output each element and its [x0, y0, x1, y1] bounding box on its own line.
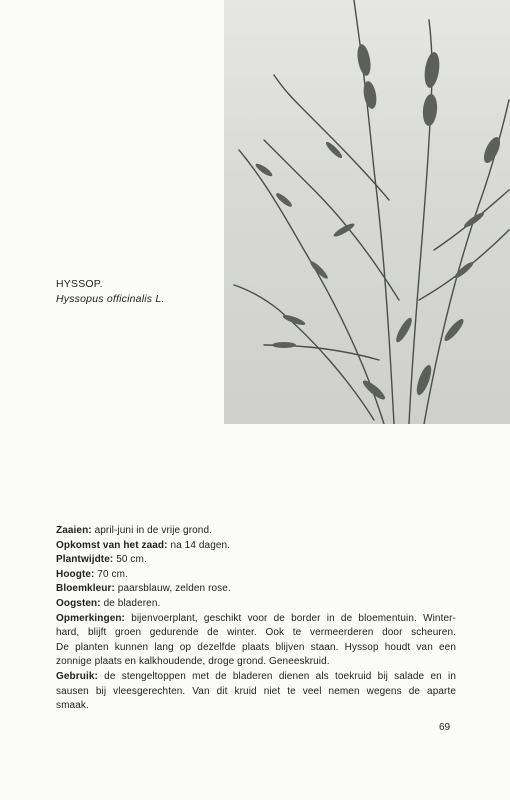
entry-gebruik-line: sausen bij vleesgerechten. Van dit kruid niet te veel nemen wegens de aparte	[56, 685, 456, 697]
plant-latin-name: Hyssopus officinalis L.	[56, 293, 165, 305]
hyssop-plant-photo	[224, 0, 510, 424]
entry-label: Opmerkingen:	[56, 612, 125, 624]
entry-value: 70 cm.	[97, 568, 128, 580]
entry-value: april-juni in de vrije grond.	[94, 525, 213, 536]
entry-opkomst	[56, 539, 456, 554]
entry-label: Hoogte:	[56, 568, 95, 580]
entry-label: Oogsten:	[56, 597, 101, 609]
entry-label: Zaaien:	[56, 525, 92, 536]
page-number: 69	[439, 722, 451, 733]
entry-opmerkingen-line: zonnige plaats en kalkhoudende, droge grond. Geneeskruid.	[56, 656, 330, 668]
plant-caption	[56, 277, 164, 307]
entry-opmerkingen-line	[56, 612, 456, 627]
entry-label: Bloemkleur:	[56, 583, 115, 595]
plant-description	[56, 524, 456, 714]
plant-common-name: HYSSOP.	[56, 278, 103, 290]
entry-opmerkingen-line: hard, blijft groen gedurende de winter. Ook te vermeerderen door scheuren.	[56, 627, 456, 639]
entry-label: Plantwijdte:	[56, 554, 114, 566]
entry-gebruik-line	[56, 670, 456, 685]
hyssop-plant-illustration	[224, 0, 510, 424]
entry-zaaien	[56, 524, 456, 539]
entry-gebruik-line: smaak.	[56, 700, 89, 712]
entry-label: Opkomst van het zaad:	[56, 539, 168, 551]
entry-opmerkingen-line: De planten kunnen lang op dezelfde plaats blijven staan. Hyssop houdt van een	[56, 641, 456, 653]
entry-hoogte	[56, 568, 456, 583]
entry-value: de bladeren.	[103, 597, 161, 609]
entry-value: 50 cm.	[116, 554, 147, 566]
entry-plantwijdte	[56, 553, 456, 568]
entry-label: Gebruik:	[56, 670, 98, 682]
entry-value: na 14 dagen.	[170, 539, 231, 551]
entry-oogsten	[56, 597, 456, 612]
entry-value: bijenvoerplant, geschikt voor de border in de bloementuin. Winter-	[131, 612, 456, 624]
entry-value: paarsblauw, zelden rose.	[117, 583, 231, 595]
entry-value: de stengeltoppen met de bladeren dienen als toekruid bij salade en in	[104, 670, 456, 682]
entry-bloemkleur	[56, 582, 456, 597]
